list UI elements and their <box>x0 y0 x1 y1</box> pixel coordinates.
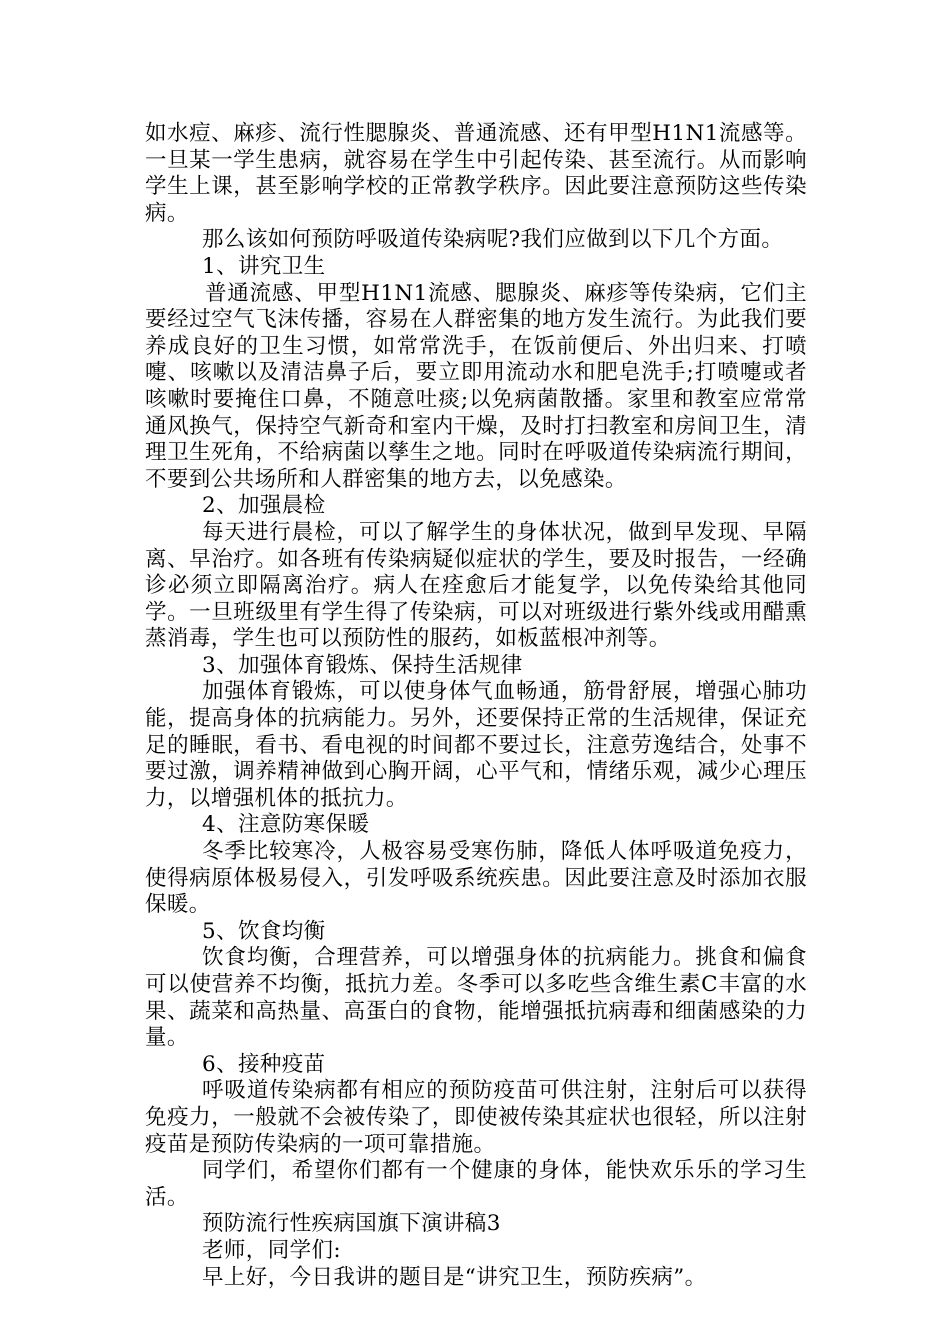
section-heading-diet: 5、饮食均衡 <box>202 918 326 944</box>
section-heading-morning-check: 2、加强晨检 <box>202 493 326 519</box>
paragraph-vaccine: 呼吸道传染病都有相应的预防疫苗可供注射，注射后可以获得免疫力，一般就不会被传染了，即使被传染其症状也很轻，所以注射疫苗是预防传染病的一项可靠措施。 <box>145 1078 807 1157</box>
paragraph-hygiene: 普通流感、甲型H1N1流感、腮腺炎、麻疹等传染病，它们主要经过空气飞沫传播，容易在人群密集的地方发生流行。为此我们要养成良好的卫生习惯，如常常洗手，在饭前便后、外出归来、打喷嚏、咳嗽以及清洁鼻子后，要立即用流动水和肥皂洗手;打喷嚏或者咳嗽时要掩住口鼻，不随意吐痰;以免病菌散播。家里和教室应常常通风换气，保持空气新奇和室内干燥，及时打扫教室和房间卫生，清理卫生死角，不给病菌以孳生之地。同时在呼吸道传染病流行期间，不要到公共场所和人群密集的地方去，以免感染。 <box>145 280 807 492</box>
paragraph-intro-continuation: 如水痘、麻疹、流行性腮腺炎、普通流感、还有甲型H1N1流感等。一旦某一学生患病，就容易在学生中引起传染、甚至流行。从而影响学生上课，甚至影响学校的正常教学秩序。因此要注意预防这些传染病。 <box>145 121 807 226</box>
speech-opening: 早上好，今日我讲的题目是“讲究卫生，预防疾病”。 <box>202 1264 707 1290</box>
paragraph-closing: 同学们，希望你们都有一个健康的身体，能快欢乐乐的学习生活。 <box>145 1158 807 1210</box>
paragraph-question: 那么该如何预防呼吸道传染病呢?我们应做到以下几个方面。 <box>202 227 784 253</box>
section-heading-exercise: 3、加强体育锻炼、保持生活规律 <box>202 652 523 678</box>
paragraph-warmth: 冬季比较寒冷，人极容易受寒伤肺，降低人体呼吸道免疫力，使得病原体极易侵入，引发呼吸系统疾患。因此要注意及时添加衣服保暖。 <box>145 839 807 918</box>
paragraph-morning-check: 每天进行晨检，可以了解学生的身体状况，做到早发现、早隔离、早治疗。如各班有传染病疑似症状的学生，要及时报告，一经确诊必须立即隔离治疗。病人在痊愈后才能复学，以免传染给其他同学。一旦班级里有学生得了传染病，可以对班级进行紫外线或用醋熏蒸消毒，学生也可以预防性的服药，如板蓝根冲剂等。 <box>145 519 807 652</box>
document-body <box>145 121 807 1291</box>
paragraph-exercise: 加强体育锻炼，可以使身体气血畅通，筋骨舒展，增强心肺功能，提高身体的抗病能力。另外，还要保持正常的生活规律，保证充足的睡眠，看书、看电视的时间都不要过长，注意劳逸结合，处事不要过激，调养精神做到心胸开阔，心平气和，情绪乐观，减少心理压力，以增强机体的抵抗力。 <box>145 679 807 811</box>
section-heading-warmth: 4、注意防寒保暖 <box>202 812 370 838</box>
speech-salutation: 老师，同学们: <box>202 1237 342 1263</box>
paragraph-diet: 饮食均衡，合理营养，可以增强身体的抗病能力。挑食和偏食可以使营养不均衡，抵抗力差。冬季可以多吃些含维生素C丰富的水果、蔬菜和高热量、高蛋白的食物，能增强抵抗病毒和细菌感染的力量。 <box>145 945 807 1051</box>
section-heading-vaccine: 6、接种疫苗 <box>202 1051 326 1077</box>
section-heading-hygiene: 1、讲究卫生 <box>202 253 326 279</box>
speech-title: 预防流行性疾病国旗下演讲稿3 <box>202 1211 501 1237</box>
